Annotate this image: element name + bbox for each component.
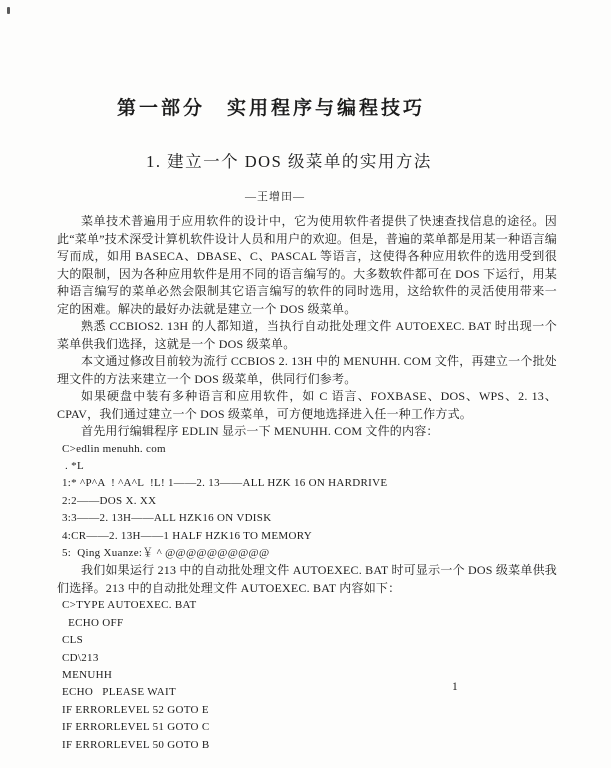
code-line: 1:* ^P^A ! ^A^L !L! 1——2. 13——ALL HZK 16 ON HARDRIVE [62,477,388,490]
code-line: 2:2——DOS X. XX [62,494,157,507]
code-line: C>TYPE AUTOEXEC. BAT [62,599,197,612]
code-line: ECHO PLEASE WAIT [62,686,176,699]
article-title: 1. 建立一个 DOS 级菜单的实用方法 [146,152,432,171]
code-line: 3:3——2. 13H——ALL HZK16 ON VDISK [62,512,272,525]
paragraph-autoexec-lead-in: 我们如果运行 213 中的自动批处理文件 AUTOEXEC. BAT 时可显示一个 DOS 级菜单供我们选择。213 中的自动批处理文件 AUTOEXEC. BAT 内容如下： [57,563,557,595]
page-number: 1 [452,681,458,693]
paragraph-edlin-lead-in: 首先用行编辑程序 EDLIN 显示一下 MENUHH. COM 文件的内容： [81,424,439,438]
code-line: 4:CR——2. 13H——1 HALF HZK16 TO MEMORY [62,529,312,542]
code-line: CLS [62,634,84,647]
paragraph-ccbios: 熟悉 CCBIOS2. 13H 的人都知道，当执行自动批处理文件 AUTOEXEC. BAT 时出现一个菜单供我们选择，这就是一个 DOS 级菜单。 [57,319,557,351]
author-byline: —王增田— [245,191,305,203]
code-line: ECHO OFF [62,616,124,629]
page-content [57,0,557,754]
code-line: MENUHH [62,668,113,681]
part-title: 第一部分 实用程序与编程技巧 [116,98,425,119]
paragraph-intro: 菜单技术普遍用于应用软件的设计中，它为使用软件者提供了快速查找信息的途径。因此“菜单”技术深受计算机软件设计人员和用户的欢迎。但是，普遍的菜单都是用某一种语言编写而成，如用 BASECA、DBASE、C、PASCAL 等语言，这使得各种应用软件的选用受到很大的限制，因为各种应用软件是用不同的语言编写的。大多数软件都可在 DOS 下运行，用某种语言编写的菜单必然会限制其它语言编写的软件的同时选用，这给软件的灵活使用带来一定的困难。解决的最好办法就是建立一个 DOS 级菜单。 [57,214,557,316]
code-line: IF ERRORLEVEL 51 GOTO C [62,721,210,734]
edlin-listing [62,441,557,563]
code-line: CD\213 [62,651,99,664]
paragraph-method: 本文通过修改目前较为流行 CCBIOS 2. 13H 中的 MENUHH. COM 文件，再建立一个批处理文件的方法来建立一个 DOS 级菜单，供同行们参考。 [57,354,557,386]
autoexec-listing [62,597,557,754]
code-line: IF ERRORLEVEL 50 GOTO B [62,738,210,751]
article-body [57,213,557,754]
code-line: 5: Qing Xuanze:￥ ^ @@@@@@@@@@ [62,546,270,559]
code-line: IF ERRORLEVEL 52 GOTO E [62,703,209,716]
code-line: . *L [62,459,84,472]
scan-artifact-speck [7,7,10,14]
paragraph-software-list: 如果硬盘中装有多种语言和应用软件，如 C 语言、FOXBASE、DOS、WPS、2. 13、CPAV，我们通过建立一个 DOS 级菜单，可方便地选择进入任一种工作方式。 [57,389,557,421]
code-line: C>edlin menuhh. com [62,442,166,455]
